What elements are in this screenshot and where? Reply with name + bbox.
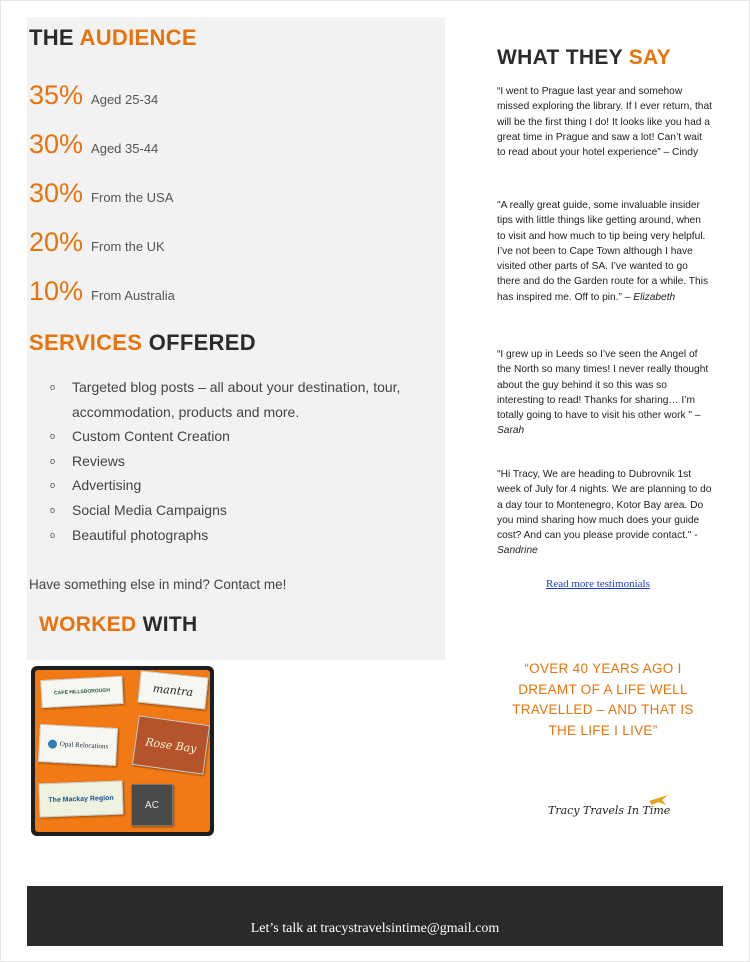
testimonial-text: “I went to Prague last year and somehow missed exploring the library. If I ever return, that will be the first thing I do! It looks like you had a great time in Prague and saw a lot! Can’t wait to read about your hotel experience” – Cindy: [497, 86, 712, 159]
contact-note: Have something else in mind? Contact me!: [29, 577, 287, 592]
services-list-item: [50, 375, 430, 424]
testimonial-text: "A really great guide, some invaluable insider tips with little things like getting around, when to visit and how much to tip being very helpful. I’ve not been to Cape Town although I have visited other parts of SA. I’ve wanted to go there and do the Garden route for a while. This has inspired me. Off to pin.” –: [497, 200, 709, 303]
services-list-item: [50, 498, 430, 523]
stat-percent: 20%: [29, 227, 84, 257]
partner-logos-board: [31, 666, 214, 836]
stat-percent: 30%: [29, 129, 84, 159]
stat-percent: 10%: [29, 276, 84, 306]
bullet-icon: o: [50, 455, 56, 466]
testimonial-author: Elizabeth: [633, 291, 676, 303]
opal-label: Opal Relocations: [59, 740, 109, 751]
services-list: [50, 375, 430, 547]
testimonials-heading-part2: SAY: [628, 46, 671, 69]
audience-heading-part2: AUDIENCE: [79, 25, 197, 50]
audience-stat: [29, 80, 158, 111]
stat-percent: 30%: [29, 178, 84, 208]
worked-with-heading: [39, 613, 197, 637]
opal-icon: [48, 739, 57, 748]
stat-label: Aged 35-44: [91, 141, 159, 156]
airplane-icon: [648, 793, 670, 807]
partner-logo-ac-hotel: AC: [131, 784, 173, 826]
service-text: Social Media Campaigns: [72, 501, 227, 518]
partner-logos-background: [35, 670, 210, 832]
testimonial-author: Sarah: [497, 425, 525, 437]
services-list-item: [50, 449, 430, 474]
partner-logo-mantra: mantra: [138, 671, 209, 710]
testimonial-text: “I grew up in Leeds so I’ve seen the Angel of the North so many times! I never really thought about the guy behind it so this was so interesting to read! Thanks for sharing… I’m totally going to have to visit his other work " –: [497, 349, 709, 422]
worked-with-heading-part2: WITH: [142, 613, 198, 636]
read-more-testimonials-link[interactable]: Read more testimonials: [546, 578, 650, 590]
partner-logo-rose-bay: Rose Bay: [132, 715, 210, 775]
signature-logo: Tracy Travels In Time: [548, 804, 671, 817]
testimonial: [497, 198, 712, 305]
partner-logo-cape-hillsborough: CAPE HILLSBOROUGH: [40, 676, 123, 708]
services-heading-part1: SERVICES: [29, 330, 143, 355]
testimonials-heading-part1: WHAT THEY: [497, 46, 623, 69]
bullet-icon: o: [50, 480, 56, 491]
stat-label: From Australia: [91, 288, 175, 303]
services-list-item: [50, 424, 430, 449]
service-text: Reviews: [72, 452, 125, 469]
services-heading-part2: OFFERED: [148, 330, 256, 355]
stat-label: From the UK: [91, 239, 165, 254]
audience-stat: [29, 227, 165, 258]
audience-stat: [29, 129, 158, 160]
testimonial: [497, 84, 712, 160]
service-text: Beautiful photographs: [72, 526, 209, 543]
partner-logo-opal-relocations: [38, 724, 118, 766]
services-heading: [29, 330, 256, 356]
testimonials-heading: [497, 46, 671, 70]
services-list-item: [50, 473, 430, 498]
partner-logo-mackay-region: The Mackay Region: [38, 781, 123, 818]
testimonial-text: "Hi Tracy, We are heading to Dubrovnik 1st week of July for 4 nights. We are planning to do a day tour to Montenegro, Kotor Bay area. Do you mind sharing how much does your guide cost? And can you please provide contact." -: [497, 469, 712, 542]
bullet-icon: o: [50, 529, 56, 540]
service-text: Advertising: [72, 477, 142, 494]
testimonial: [497, 347, 712, 439]
audience-heading-part1: THE: [29, 25, 74, 50]
audience-stat: [29, 178, 173, 209]
stat-label: From the USA: [91, 190, 174, 205]
stat-label: Aged 25-34: [91, 92, 159, 107]
testimonial: [497, 467, 712, 559]
audience-heading: [29, 25, 197, 51]
stat-percent: 35%: [29, 80, 84, 110]
footer-bar: [27, 886, 723, 946]
service-text: Targeted blog posts – all about your destination, tour, accommodation, products and more.: [72, 379, 401, 420]
worked-with-heading-part1: WORKED: [39, 613, 137, 636]
audience-stat: [29, 276, 175, 307]
testimonial-author: Sandrine: [497, 545, 538, 557]
bullet-icon: o: [50, 382, 56, 392]
service-text: Custom Content Creation: [72, 428, 230, 445]
pull-quote: “OVER 40 YEARS AGO I DREAMT OF A LIFE WELL TRAVELLED – AND THAT IS THE LIFE I LIVE”: [512, 661, 694, 738]
services-list-item: [50, 523, 430, 548]
bullet-icon: o: [50, 504, 56, 515]
footer-contact-text: Let’s talk at tracystravelsintime@gmail.com: [250, 921, 500, 936]
bullet-icon: o: [50, 431, 56, 442]
